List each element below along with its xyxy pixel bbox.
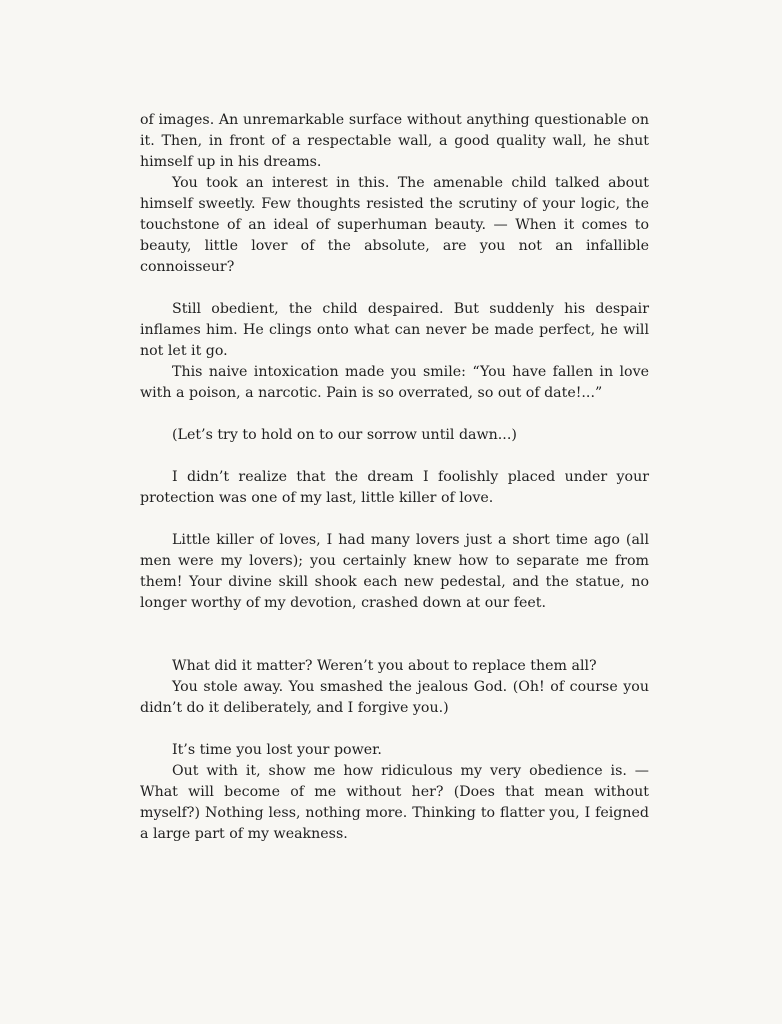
- paragraph-9: You stole away. You smashed the jealous God. (Oh! of course you didn’t do it deliberately, and I forgive you.): [140, 679, 649, 716]
- paragraph-4: This naive intoxication made you smile: “You have fallen in love with a poison, a narcotic. Pain is so overrated, so out of date!...”: [140, 364, 649, 401]
- paragraph-8: What did it matter? Weren’t you about to replace them all?: [172, 658, 597, 674]
- paragraph-5: (Let’s try to hold on to our sorrow until dawn...): [172, 427, 517, 443]
- paragraph-6: I didn’t realize that the dream I foolishly placed under your protection was one of my last, little killer of love.: [140, 469, 649, 506]
- paragraph-10: It’s time you lost your power.: [172, 742, 382, 758]
- paragraph-1: of images. An unremarkable surface without anything questionable on it. Then, in front of a respectable wall, a good quality wall, he shut himself up in his dreams.: [140, 112, 649, 170]
- paragraph-11: Out with it, show me how ridiculous my very obedience is. — What will become of me without her? (Does that mean without myself?) Nothing less, nothing more. Thinking to flatter you, I feigned a large part of my weakness.: [140, 763, 649, 842]
- paragraph-3: Still obedient, the child despaired. But suddenly his despair inflames him. He clings onto what can never be made perfect, he will not let it go.: [140, 301, 649, 359]
- page-body: [140, 110, 649, 845]
- paragraph-2: You took an interest in this. The amenable child talked about himself sweetly. Few thoughts resisted the scrutiny of your logic, the touchstone of an ideal of superhuman beauty. — When it comes to beauty, little lover of the absolute, are you not an infallible connoisseur?: [140, 175, 649, 275]
- paragraph-7: Little killer of loves, I had many lovers just a short time ago (all men were my lovers); you certainly knew how to separate me from them! Your divine skill shook each new pedestal, and the statue, no longer worthy of my devotion, crashed down at our feet.: [140, 532, 649, 611]
